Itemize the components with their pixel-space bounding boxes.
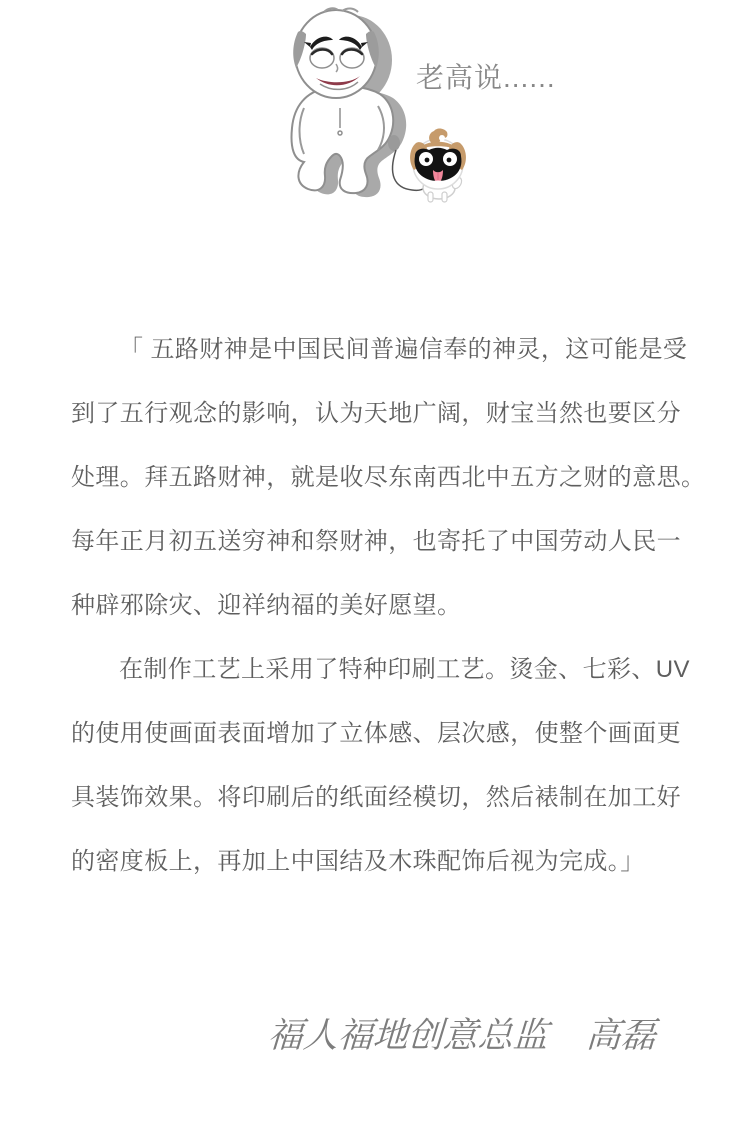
man-shirt-button	[338, 131, 342, 135]
signature-title: 福人福地创意总监	[266, 1016, 549, 1056]
dog-chin	[430, 181, 446, 188]
paragraph-line: 的密度板上，再加上中国结及木珠配饰后视为完成。」	[71, 848, 645, 875]
paragraph-line: 每年正月初五送穷神和祭财神，也寄托了中国劳动人民一	[71, 528, 681, 555]
paragraph-line: 处理。拜五路财神，就是收尽东南西北中五方之财的意思。	[71, 464, 706, 491]
paragraph-line: 的使用使画面表面增加了立体感、层次感，使整个画面更	[71, 720, 681, 747]
paragraph-line: 具装饰效果。将印刷后的纸面经模切，然后裱制在加工好	[71, 784, 681, 811]
speech-heading: 老高说......	[416, 62, 556, 93]
signature-block	[267, 1008, 658, 1058]
mascot-laogao-illustration	[276, 4, 478, 206]
paragraph-line: 到了五行观念的影响，认为天地广阔，财宝当然也要区分	[71, 400, 681, 427]
article-body	[71, 318, 707, 894]
dog-leg-right	[442, 192, 447, 202]
paragraph-line: 「 五路财神是中国民间普遍信奉的神灵，这可能是受	[119, 336, 688, 363]
dog-pupil-left	[425, 158, 430, 163]
signature-name: 高磊	[584, 1016, 657, 1056]
dog-pupil-right	[447, 158, 452, 163]
dog-topknot-white	[439, 135, 445, 141]
paragraph-line: 种辟邪除灾、迎祥纳福的美好愿望。	[71, 592, 462, 619]
paragraph-line: 在制作工艺上采用了特种印刷工艺。烫金、七彩、UV	[119, 656, 690, 683]
man-hand	[388, 135, 400, 151]
dog-leg-left	[428, 192, 433, 202]
